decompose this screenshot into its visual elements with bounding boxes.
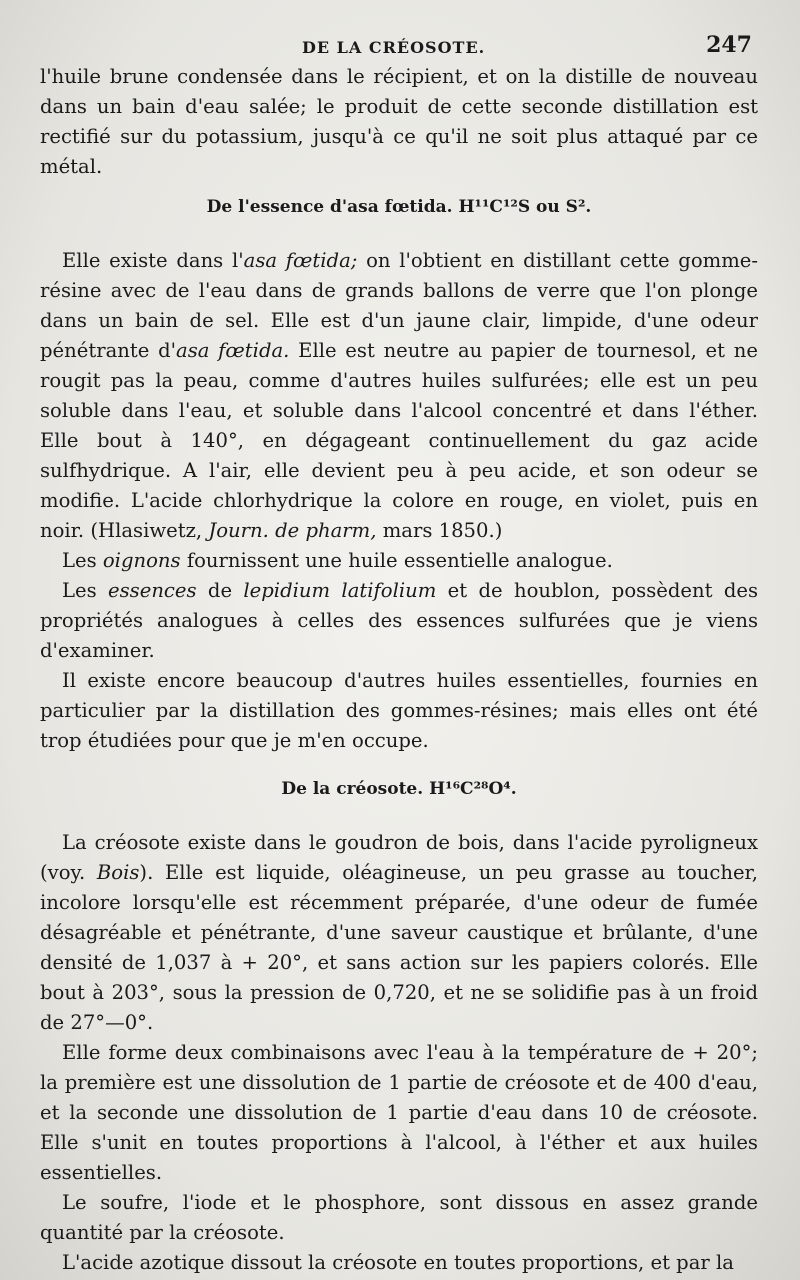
paragraph-3-text-1: Les	[62, 549, 103, 572]
paragraph-6-italic-1: Bois	[96, 861, 140, 884]
paragraph-6-text-2: ). Elle est liquide, oléagineuse, un peu grasse au toucher, incolore lorsqu'elle est récemment préparée, d'une odeur de fumée désagréable et pénétrante, d'une saveur caustique et brûlante, d'une densité de 1,037 à + 20°, et sans action sur les papiers colorés. Elle bout à 203°, sous la pression de 0,720, et ne se solidifie pas à un froid de 27°—0°.	[40, 861, 759, 1034]
paragraph-5: Il existe encore beaucoup d'autres huiles essentielles, fournies en particulier par la distillation des gommes-résines; mais elles ont été trop étudiées pour que je m'en occupe.	[40, 669, 758, 752]
section-title-creosote: De la créosote. H¹⁶C²⁸O⁴.	[281, 779, 517, 799]
paragraph-3	[40, 546, 758, 576]
paragraph-9: L'acide azotique dissout la créosote en toutes proportions, et par la	[62, 1251, 734, 1274]
page-body	[40, 62, 758, 1278]
paragraph-3-text-2: fournissent une huile essentielle analogue.	[180, 549, 613, 572]
paragraph-8: Le soufre, l'iode et le phosphore, sont dissous en assez grande quantité par la créosote.	[40, 1191, 758, 1244]
paragraph-6	[40, 828, 758, 1038]
paragraph-6-text-1: La créosote existe dans le goudron de bois, dans l'acide pyroligneux (voy.	[40, 831, 758, 884]
paragraph-2-text-2: on l'obtient en distillant cette gomme-résine avec de l'eau dans de grands ballons de verre que l'on plonge dans un bain de sel. Elle est d'un jaune clair, limpide, d'une odeur pénétrante d'	[40, 249, 758, 362]
paragraph-2	[40, 246, 758, 546]
paragraph-2-italic-1: asa fœtida;	[243, 249, 358, 272]
paragraph-7: Elle forme deux combinaisons avec l'eau à la température de + 20°; la première est une dissolution de 1 partie de créosote et de 400 d'eau, et la seconde une dissolution de 1 partie d'eau dans 10 de créosote. Elle s'unit en toutes proportions à l'alcool, à l'éther et aux huiles essentielles.	[40, 1041, 758, 1184]
paragraph-2-text-1: Elle existe dans l'	[62, 249, 244, 272]
paragraph-2-italic-3: Journ. de pharm,	[208, 519, 377, 542]
paragraph-2-italic-2: asa fœtida.	[176, 339, 290, 362]
paragraph-4-text-2: de	[196, 579, 244, 602]
paragraph-4-text-1: Les	[62, 579, 109, 602]
section-title-asa-foetida: De l'essence d'asa fœtida. H¹¹C¹²S ou S².	[206, 197, 592, 217]
running-title: DE LA CRÉOSOTE.	[302, 38, 486, 57]
paragraph-2-text-3: Elle est neutre au papier de tournesol, et ne rougit pas la peau, comme d'autres huiles sulfurées; elle est un peu soluble dans l'eau, et soluble dans l'alcool concentré et dans l'éther. Elle bout à 140°, en dégageant continuellement du gaz acide sulfhydrique. A l'air, elle devient peu à peu acide, et son odeur se modifie. L'acide chlorhydrique la colore en rouge, en violet, puis en noir. (Hlasiwetz,	[40, 339, 758, 542]
page-header	[40, 30, 752, 60]
paragraph-4-italic-2: lepidium latifolium	[243, 579, 437, 602]
paragraph-4-italic-1: essences	[108, 579, 197, 602]
page-number: 247	[706, 32, 752, 58]
paragraph-4	[40, 576, 758, 666]
paragraph-2-text-4: mars 1850.)	[376, 519, 503, 542]
paragraph-1: l'huile brune condensée dans le récipient, et on la distille de nouveau dans un bain d'eau salée; le produit de cette seconde distillation est rectifié sur du potassium, jusqu'à ce qu'il ne soit plus attaqué par ce métal.	[40, 65, 758, 178]
paragraph-3-italic-1: oignons	[102, 549, 181, 572]
paragraph-4-text-3: et de houblon, possèdent des propriétés analogues à celles des essences sulfurées que je viens d'examiner.	[40, 579, 759, 662]
